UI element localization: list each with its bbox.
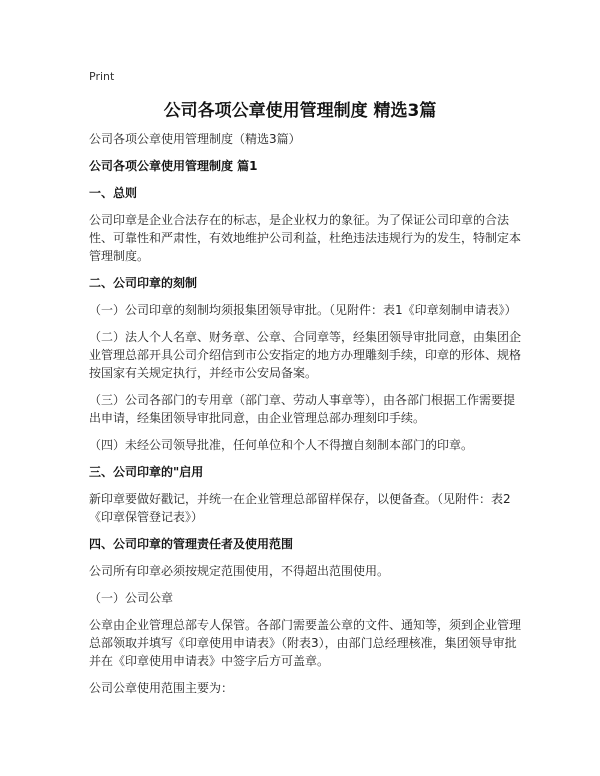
document-title: 公司各项公章使用管理制度 精选3篇 (163, 101, 437, 121)
paragraph: 新印章要做好戳记，并统一在企业管理总部留样保存，以便备查。（见附件：表2《印章保管登记表》） (89, 492, 511, 524)
section-heading-responsibility: 四、公司印章的管理责任者及使用范围 (89, 537, 294, 551)
document-body (89, 130, 521, 706)
paragraph: （四）未经公司领导批准，任何单位和个人不得擅自刻制本部门的印章。 (89, 438, 474, 452)
paragraph: 公司所有印章必须按规定范围使用，不得超出范围使用。 (89, 564, 390, 578)
print-link[interactable]: Print (89, 70, 115, 83)
section-heading-general: 一、总则 (89, 186, 138, 200)
article-heading: 公司各项公章使用管理制度 篇1 (89, 159, 258, 173)
document-subtitle: 公司各项公章使用管理制度（精选3篇） (89, 132, 301, 146)
paragraph: 公司公章使用范围主要为： (89, 681, 234, 695)
section-heading-activation: 三、公司印章的"启用 (89, 465, 204, 479)
paragraph: 公司印章是企业合法存在的标志，是企业权力的象征。为了保证公司印章的合法性、可靠性和严肃性，有效地维护公司利益，杜绝违法违规行为的发生，特制定本管理制度。 (89, 213, 522, 263)
paragraph: （三）公司各部门的专用章（部门章、劳动人事章等），由各部门根据工作需要提出申请，经集团领导审批同意，由企业管理总部办理刻印手续。 (89, 393, 516, 425)
paragraph: 公章由企业管理总部专人保管。各部门需要盖公章的文件、通知等，须到企业管理总部领取并填写《印章使用申请表》（附表3），由部门总经理核准，集团领导审批并在《印章使用申请表》中签字后方可盖章。 (89, 618, 522, 668)
paragraph: （一）公司印章的刻制均须报集团领导审批。（见附件：表1《印章刻制申请表》） (89, 303, 517, 317)
paragraph: （二）法人个人名章、财务章、公章、合同章等，经集团领导审批同意，由集团企业管理总部开具公司介绍信到市公安指定的地方办理雕刻手续，印章的形体、规格按国家有关规定执行，并经市公安局备案。 (89, 330, 522, 380)
section-heading-engraving: 二、公司印章的刻制 (89, 276, 198, 290)
paragraph: （一）公司公章 (89, 591, 174, 605)
